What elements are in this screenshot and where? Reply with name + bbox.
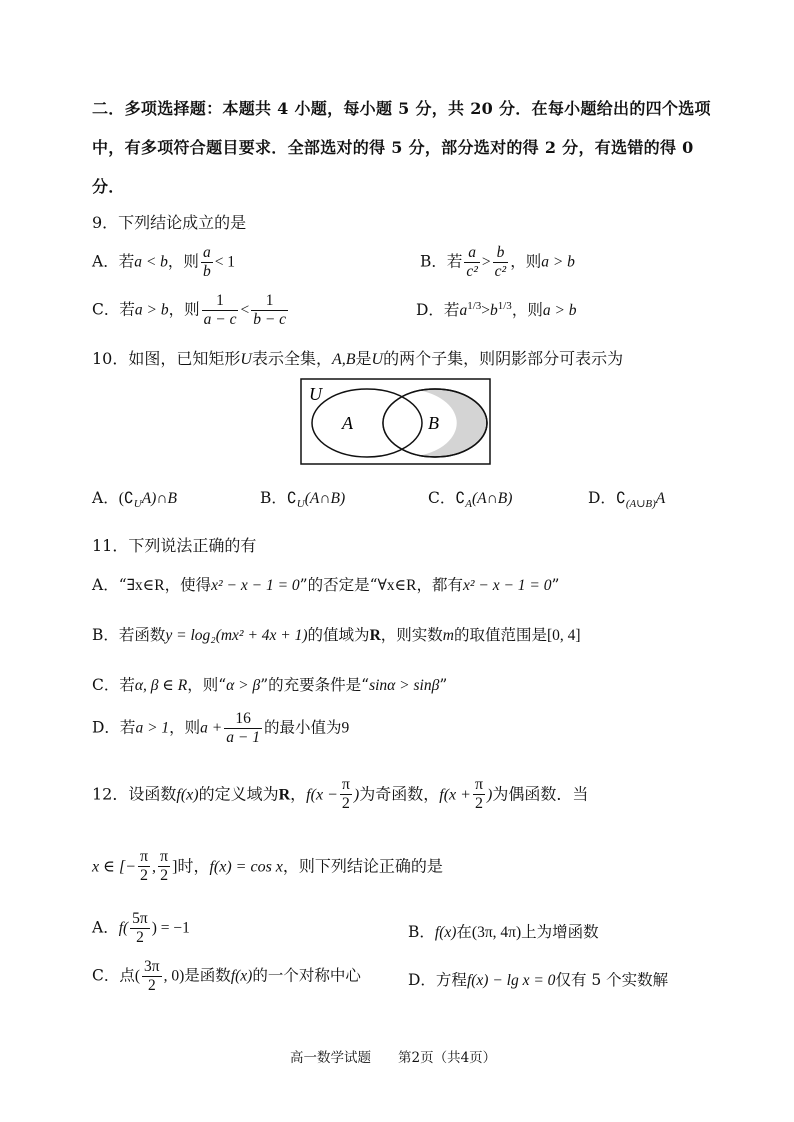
fraction: $\frac{a}{\text{c²}}$ (466, 244, 478, 280)
q9-option-c: C．若a > b，则 $\frac{1}{a - c}$ < $\frac{1}{b - c}$ (92, 292, 287, 328)
q12-option-a: A．f( $\frac{5\pi}{2}$ ) = −1 (92, 910, 190, 946)
fraction: $\frac{3\pi}{2}$ (144, 958, 160, 994)
q11-option-d: D．若a > 1，则a + $\frac{16}{a - 1}$ 的最小值为9 (92, 710, 350, 746)
set-a-label: A (342, 413, 353, 433)
q10-option-d: D．$∁_{(A\cup B)}A$ (588, 489, 666, 511)
fraction: $\frac{1}{b - c}$ (253, 292, 287, 328)
section-heading-line2: 中，有多项符合题目要求．全部选对的得 5 分，部分选对的得 2 分，有选错的得 0 (92, 138, 694, 157)
option-label: A．若 (92, 252, 135, 271)
q9-option-b: B．若 $\frac{a}{\text{c²}}$ > $\frac{b}{\text{c²}}$ ，则a > b (420, 244, 575, 280)
fraction: $\frac{5\pi}{2}$ (132, 910, 148, 946)
option-label: C．若 (92, 300, 135, 319)
page-footer: 高一数学试题 第2页（共4页） (290, 1050, 497, 1066)
q10-option-b: B．$∁_U(A\cap B)$ (260, 489, 346, 511)
section-heading-line3: 分． (92, 177, 125, 196)
q11-option-b: B．若函数y = log₂(mx² + 4x + 1)的值域为R，则实数m的取值范围是[0, 4] (92, 626, 581, 644)
fraction: $\frac{a}{b}$ (202, 244, 211, 280)
option-label: B．若 (420, 252, 463, 271)
set-b-label: B (428, 413, 439, 433)
q12-stem-line2: x ∈ [− $\frac{\pi}{2}$ , $\frac{\pi}{2}$ ]时，f(x) = cos x，则下列结论正确的是 (92, 848, 443, 885)
venn-diagram (300, 378, 492, 466)
q11-stem: 11．下列说法正确的有 (92, 536, 257, 555)
q11-option-a: A．“∃x∈R，使得x² − x − 1 = 0”的否定是“∀x∈R，都有x² − x − 1 = 0” (92, 576, 560, 594)
q11-option-c: C．若α, β ∈ R，则“α > β”的充要条件是“sinα > sinβ” (92, 676, 448, 694)
fraction: $\frac{\pi}{2}$ (341, 776, 350, 813)
fraction: $\frac{b}{\text{c²}}$ (494, 244, 507, 280)
q12-stem-line1: 12．设函数f(x)的定义域为R，f(x − $\frac{\pi}{2}$ )为奇函数，f(x + $\frac{\pi}{2}$ )为偶函数．当 (92, 776, 589, 813)
q10-stem: 10．如图，已知矩形U表示全集，A,B是U的两个子集，则阴影部分可表示为 (92, 349, 624, 368)
condition: a < b (134, 253, 168, 271)
universe-label: U (309, 384, 322, 404)
q10-option-c: C．$∁_A(A\cap B)$ (428, 489, 513, 511)
option-label: D．若 (416, 301, 460, 319)
fraction: $\frac{16}{a - 1}$ (226, 710, 260, 746)
fraction: $\frac{\pi}{2}$ (139, 848, 149, 885)
fraction: $\frac{\pi}{2}$ (474, 776, 484, 813)
text: ，则 (167, 252, 199, 271)
q12-option-b: B．f(x)在(3π, 4π)上为增函数 (408, 923, 599, 941)
q9-option-a (92, 244, 235, 281)
text: < 1 (214, 253, 236, 271)
q9-option-d: D．若$a^{1/3}>b^{1/3}$，则a > b (416, 299, 577, 319)
q12-option-d: D．方程f(x) − lg x = 0仅有 5 个实数解 (408, 971, 669, 989)
q12-option-c: C．点( $\frac{3\pi}{2}$ , 0)是函数f(x)的一个对称中心 (92, 958, 361, 994)
q9-stem: 9．下列结论成立的是 (92, 213, 247, 232)
q10-option-a: A．$(∁_UA)\cap B$ (92, 489, 177, 511)
fraction: $\frac{1}{a - c}$ (203, 292, 237, 328)
section-heading-line1: 二．多项选择题：本题共 4 小题，每小题 5 分，共 20 分．在每小题给出的四个选项 (92, 99, 711, 118)
fraction: $\frac{\pi}{2}$ (160, 848, 169, 885)
